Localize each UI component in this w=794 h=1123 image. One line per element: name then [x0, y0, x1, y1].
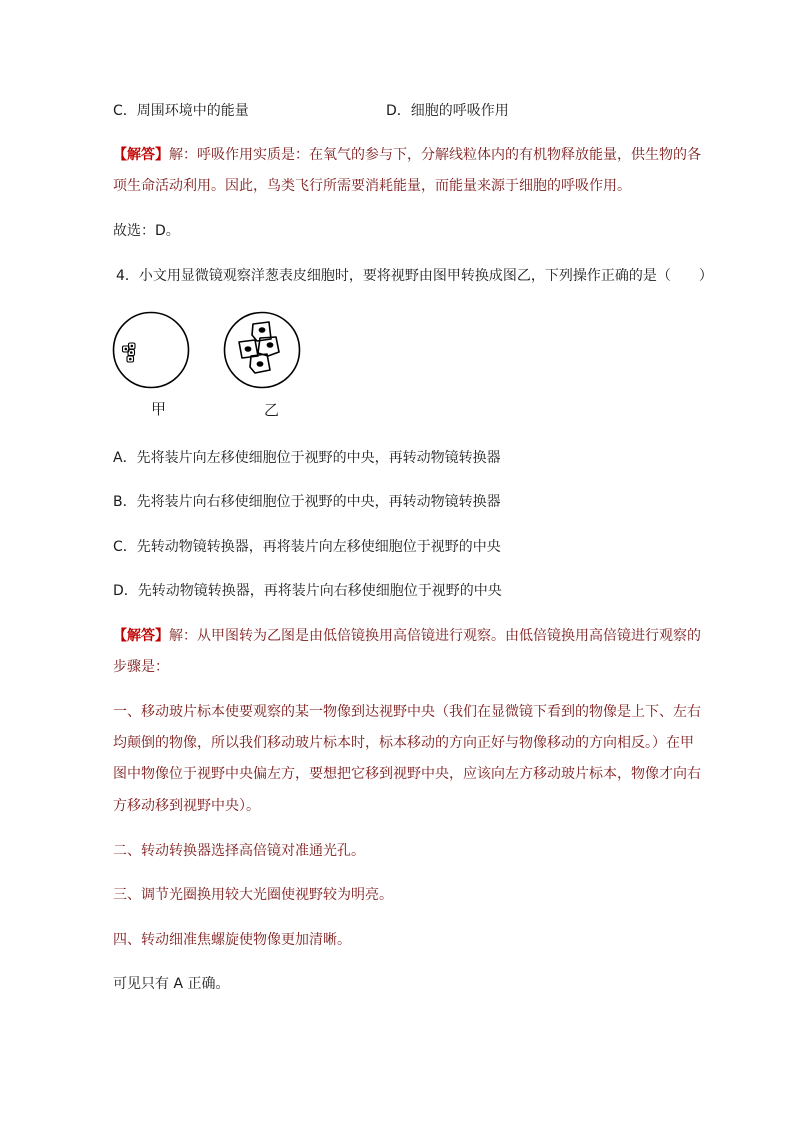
step1-line4: 方移动移到视野中央）。 [113, 798, 260, 814]
option-c: C．周围环境中的能量 [113, 103, 249, 119]
step2: 二、转动转换器选择高倍镜对准通光孔。 [113, 843, 365, 859]
option-d-q4: D．先转动物镜转换器，再将装片向右移使细胞位于视野的中央 [113, 583, 502, 599]
figure-label-yi: 乙 [264, 401, 280, 419]
answer-tag: 【解答】 [113, 147, 169, 163]
option-a: A．先将装片向左移使细胞位于视野的中央，再转动物镜转换器 [113, 450, 501, 466]
step1-line1: 一、移动玻片标本使要观察的某一物像到达视野中央（我们在显微镜下看到的物像是上下、左右 [113, 704, 701, 720]
question-4-stem: 4．小文用显微镜观察洋葱表皮细胞时，要将视野由图甲转换成图乙，下列操作正确的是（ ） [116, 268, 713, 284]
answer-tag-q4: 【解答】 [113, 628, 169, 644]
figure-label-jia: 甲 [151, 400, 167, 418]
answer-text-q4: 解：从甲图转为乙图是由低倍镜换用高倍镜进行观察。由低倍镜换用高倍镜进行观察的 [169, 628, 701, 644]
microscope-figure [105, 305, 315, 390]
answer-text: 解：呼吸作用实质是：在氧气的参与下，分解线粒体内的有机物释放能量，供生物的各 [169, 147, 701, 163]
answer-paragraph-q4-line1 [113, 626, 701, 646]
field-of-view-jia [114, 313, 189, 388]
step1-line2: 均颠倒的物像，所以我们移动玻片标本时，标本移动的方向正好与物像移动的方向相反。）在甲 [113, 735, 694, 751]
step3: 三、调节光圈换用较大光圈使视野较为明亮。 [113, 887, 393, 903]
step4: 四、转动细准焦螺旋使物像更加清晰。 [113, 932, 351, 948]
option-c-q4: C．先转动物镜转换器，再将装片向左移使细胞位于视野的中央 [113, 539, 501, 555]
option-b: B．先将装片向右移使细胞位于视野的中央，再转动物镜转换器 [113, 494, 501, 510]
field-of-view-yi [225, 313, 300, 388]
answer-paragraph-prev-line2: 项生命活动利用。因此，鸟类飞行所需要消耗能量，而能量来源于细胞的呼吸作用。 [113, 178, 631, 194]
final-answer: 故选：D。 [113, 223, 180, 239]
conclusion: 可见只有 A 正确。 [113, 976, 230, 992]
step1-line3: 图中物像位于视野中央偏左方，要想把它移到视野中央，应该向左方移动玻片标本，物像才向右 [113, 766, 701, 782]
answer-paragraph-q4-line2: 步骤是： [113, 659, 169, 675]
answer-paragraph-prev-line1 [113, 145, 701, 165]
option-d: D．细胞的呼吸作用 [386, 103, 509, 119]
